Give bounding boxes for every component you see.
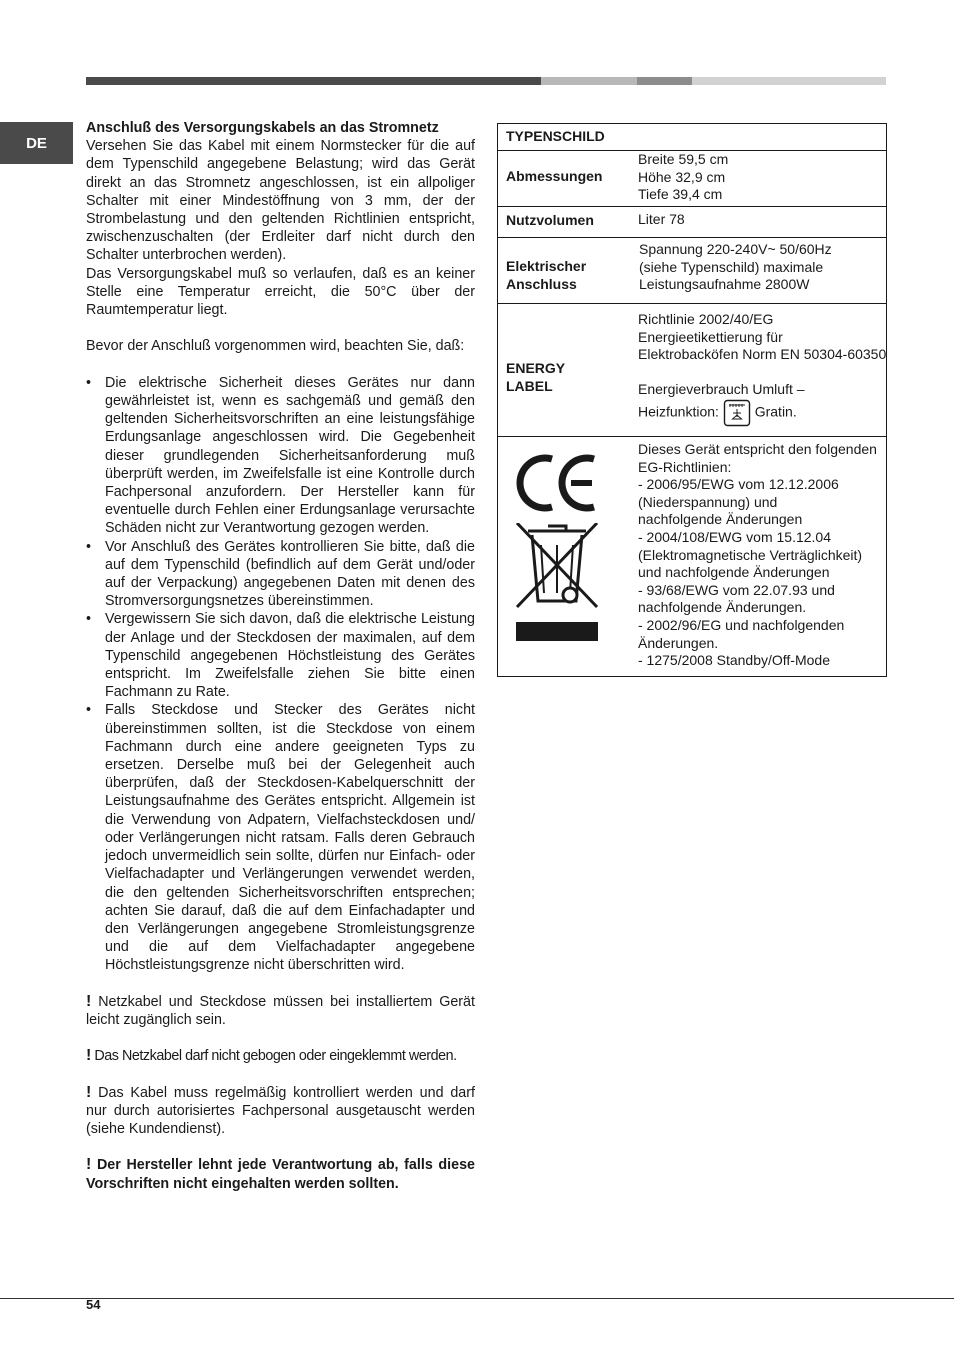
list-item: • Vor Anschluß des Gerätes kontrollieren Sie bitte, daß die auf dem Typenschild (befindlich auf dem Gerät und/oder auf der Verpackung) angegebenen Daten mit denen des Stromversorgungsnetzes übereinstimmen. — [86, 538, 475, 611]
directive-line: Änderungen. — [638, 634, 719, 651]
table-title-row — [498, 124, 886, 150]
header-bar-pale — [692, 77, 886, 85]
section-heading: Anschluß des Versorgungskabels an das Stromnetz — [86, 120, 439, 136]
table-row-volume — [498, 206, 886, 237]
warning-1 — [86, 993, 475, 1029]
warning-2-text: Das Netzkabel darf nicht gebogen oder eingeklemmt werden. — [94, 1048, 457, 1065]
table-row-dimensions — [498, 150, 886, 206]
volume-value: Liter 78 — [638, 211, 685, 227]
final-warning-text: Der Hersteller lehnt jede Verantwortung ab, falls diese Vorschriften nicht eingehalten werden sollten. — [86, 1157, 475, 1192]
header-bar-mid — [637, 77, 692, 85]
warning-mark: ! — [86, 1083, 92, 1101]
energy-function — [638, 399, 886, 427]
directive-line: EG-Richtlinien: — [638, 458, 732, 475]
directive-line: nachfolgende Änderungen — [638, 511, 803, 528]
dimension-height: Höhe 32,9 cm — [638, 168, 726, 185]
typenschild-table — [497, 123, 887, 677]
language-tab: DE — [0, 122, 73, 164]
table-title: TYPENSCHILD — [506, 128, 605, 144]
directive-line: (Elektromagnetische Verträglichkeit) — [638, 546, 863, 563]
table-row-energy — [498, 303, 886, 436]
electric-label-line2: Anschluss — [506, 275, 577, 292]
directive-line: - 2002/96/EG und nachfolgenden — [638, 616, 845, 633]
energy-function-suffix: Gratin. — [754, 403, 797, 420]
warning-mark: ! — [86, 1156, 92, 1174]
energy-line: Elektrobacköfen Norm EN 50304-60350 — [638, 346, 887, 363]
oven-gratin-icon — [723, 399, 751, 427]
volume-label: Nutzvolumen — [506, 212, 594, 228]
energy-consumption: Energieverbrauch Umluft – — [638, 381, 805, 398]
ce-mark-icon — [514, 451, 598, 515]
left-column — [86, 119, 475, 1193]
warning-3 — [86, 1084, 475, 1139]
directive-line: (Niederspannung) und — [638, 493, 778, 510]
energy-line: Richtlinie 2002/40/EG — [638, 311, 774, 327]
warning-mark: ! — [86, 992, 92, 1010]
header-bar-light — [541, 77, 637, 85]
dimension-depth: Tiefe 39,4 cm — [638, 186, 723, 203]
paragraph-1: Versehen Sie das Kabel mit einem Normstecker für die auf dem Typenschild angegebene Belastung; wird das Gerät direkt an das Stromnetz angeschlossen, ist ein allpoliger Schalter mit einer Mindestöffnung von 3 mm, der der Strombelastung und den geltenden Richtlinien entspricht, zwischenzuschalten (der Erdleiter darf nicht durch den Schalter unterbrochen werden). — [86, 138, 475, 264]
directive-line: - 1275/2008 Standby/Off-Mode — [638, 652, 830, 669]
footer-divider — [0, 1298, 954, 1299]
energy-line: Energieetikettierung für — [638, 328, 783, 345]
table-row-directives — [498, 436, 886, 676]
directive-line: Dieses Gerät entspricht den folgenden — [638, 441, 877, 457]
electric-line: (siehe Typenschild) maximale — [639, 258, 824, 275]
dimension-width: Breite 59,5 cm — [638, 151, 729, 167]
energy-label-line1: ENERGY — [506, 360, 566, 376]
energy-function-prefix: Heizfunktion: — [638, 403, 719, 420]
directive-line: - 2004/108/EWG vom 15.12.04 — [638, 528, 831, 545]
paragraph-2: Das Versorgungskabel muß so verlaufen, daß es an keiner Stelle eine Temperatur erreicht, die 50°C über der Raumtemperatur liegt. — [86, 265, 475, 319]
final-warning — [86, 1156, 475, 1192]
dimensions-label: Abmessungen — [506, 168, 603, 184]
list-item: • Die elektrische Sicherheit dieses Gerätes nur dann gewährleistet ist, wenn es sachgemäß und gemäß den geltenden Sicherheitsvorschriften an eine leistungsfähige Erdungsanlage angeschlossen wird. Die Gegebenheit dieser grundlegenden Sicherheitsanforderung muß überprüft werden, im Zweifelsfalle ist eine Kontrolle durch Fachpersonal anzufordern. Der Hersteller kann für eventuelle durch Fehlen einer Erdungsanlage verursachte Schäden nicht zur Verantwortung gezogen werden. — [86, 374, 475, 538]
directive-line: und nachfolgende Änderungen — [638, 564, 830, 581]
table-row-electric — [498, 237, 886, 303]
directive-line: - 2006/95/EWG vom 12.12.2006 — [638, 476, 839, 493]
electric-line: Leistungsaufnahme 2800W — [639, 276, 810, 293]
bullet-list — [86, 374, 475, 975]
header-bar-dark — [86, 77, 541, 85]
warning-2 — [86, 1047, 475, 1065]
warning-1-text: Netzkabel und Steckdose müssen bei installiertem Gerät leicht zugänglich sein. — [86, 993, 475, 1028]
intro-text: Bevor der Anschluß vorgenommen wird, beachten Sie, daß: — [86, 338, 465, 355]
warning-mark: ! — [86, 1047, 91, 1065]
weee-crossed-bin-icon — [514, 523, 600, 623]
list-item: • Vergewissern Sie sich davon, daß die elektrische Leistung der Anlage und der Steckdosen der maximalen, auf dem Typenschild angegebenen Höchstleistung des Gerätes entspricht. Im Zweifelsfalle ziehen Sie bitte einen Fachmann zu Rate. — [86, 610, 475, 701]
electric-label-line1: Elektrischer — [506, 258, 587, 274]
directive-line: nachfolgende Änderungen. — [638, 599, 807, 616]
page-number: 54 — [86, 1297, 101, 1312]
warning-3-text: Das Kabel muss regelmäßig kontrolliert werden und darf nur durch autorisiertes Fachpersonal ausgetauscht werden (siehe Kundendienst). — [86, 1084, 475, 1138]
energy-label-line2: LABEL — [506, 377, 553, 394]
weee-black-bar — [516, 622, 598, 641]
directive-line: - 93/68/EWG vom 22.07.93 und — [638, 581, 835, 598]
list-item: • Falls Steckdose und Stecker des Gerätes nicht übereinstimmen sollten, ist die Steckdose von einem Fachmann durch eine andere geeigneten Typs zu ersetzen. Derselbe muß bei der Gelegenheit auch überprüfen, daß der Steckdosen-Kabelquerschnitt der Leistungsaufnahme des Gerätes entspricht. Allgemein ist die Verwendung von Adpatern, Vielfachsteckdosen und/ oder Verlängerungen nicht ratsam. Falls deren Gebrauch jedoch unvermeidlich sein sollte, dürfen nur Einfach- oder Vielfachadapter und Verlängerungen verwendet werden, die den geltenden Sicherheitsvorschriften entsprechen; achten Sie darauf, daß die auf dem Einfachadapter und den Verlängerungen angegebene Stromleistungsgrenze und die auf dem Vielfachadapter angegebene Höchstleistungsgrenze nicht überschritten wird. — [86, 701, 475, 974]
electric-line: Spannung 220-240V~ 50/60Hz — [639, 241, 832, 257]
